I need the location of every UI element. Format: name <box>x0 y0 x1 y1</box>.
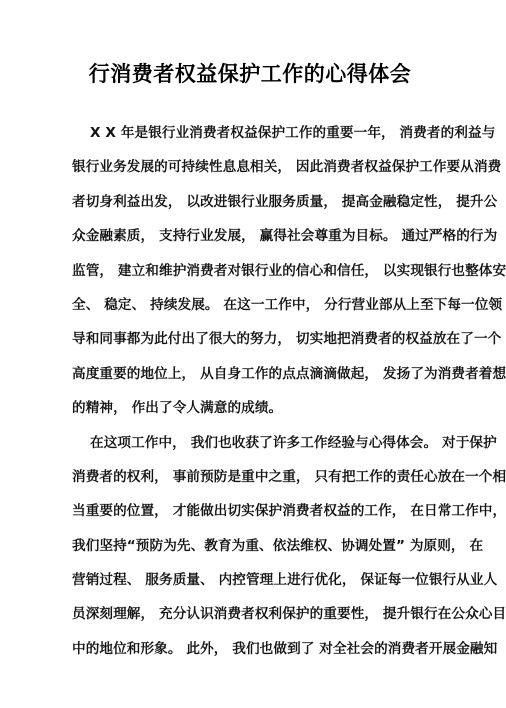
text-line: 当重要的位置， 才能做出切实保护消费者权益的工作， 在日常工作中， <box>72 503 506 520</box>
text-line: 在这项工作中， 我们也收获了许多工作经验与心得体会。 对于保护 <box>90 434 497 451</box>
text-line: 众金融素质， 支持行业发展， 赢得社会尊重为目标。 通过严格的行为 <box>72 228 498 245</box>
document-body <box>72 116 506 666</box>
text-line: 消费者的权利， 事前预防是重中之重， 只有把工作的责任心放在一个相 <box>72 468 506 485</box>
text-line: 全、 稳定、 持续发展。 在这一工作中， 分行营业部从上至下每一位领 <box>72 296 503 313</box>
text-line: 员深刻理解， 充分认识消费者权利保护的重要性， 提升银行在公众心目 <box>72 606 506 623</box>
text-line: 营销过程、 服务质量、 内控管理上进行优化， 保证每一位银行从业人 <box>72 572 498 589</box>
document-title: 行消费者权益保护工作的心得体会 <box>88 62 412 86</box>
text-line: 中的地位和形象。 此外， 我们也做到了 对全社会的消费者开展金融知 <box>72 640 498 657</box>
text-line: 高度重要的地位上， 从自身工作的点点滴滴做起， 发扬了为消费者着想 <box>72 365 506 382</box>
text-line: 导和同事都为此付出了很大的努力， 切实地把消费者的权益放在了一个 <box>72 331 502 348</box>
text-line: X X 年是银行业消费者权益保护工作的重要一年， 消费者的利益与 <box>90 125 496 141</box>
text-line: 监管， 建立和维护消费者对银行业的信心和信任， 以实现银行也整体安 <box>72 262 506 279</box>
text-line: 我们坚持“预防为先、教育为重、依法维权、协调处置” 为原则， 在 <box>72 537 484 554</box>
text-line: 者切身利益出发， 以改进银行业服务质量， 提高金融稳定性， 提升公 <box>72 193 498 210</box>
text-line: 银行业务发展的可持续性息息相关， 因此消费者权益保护工作要从消费 <box>72 159 502 176</box>
text-line: 的精神， 作出了令人满意的成绩。 <box>72 400 283 417</box>
